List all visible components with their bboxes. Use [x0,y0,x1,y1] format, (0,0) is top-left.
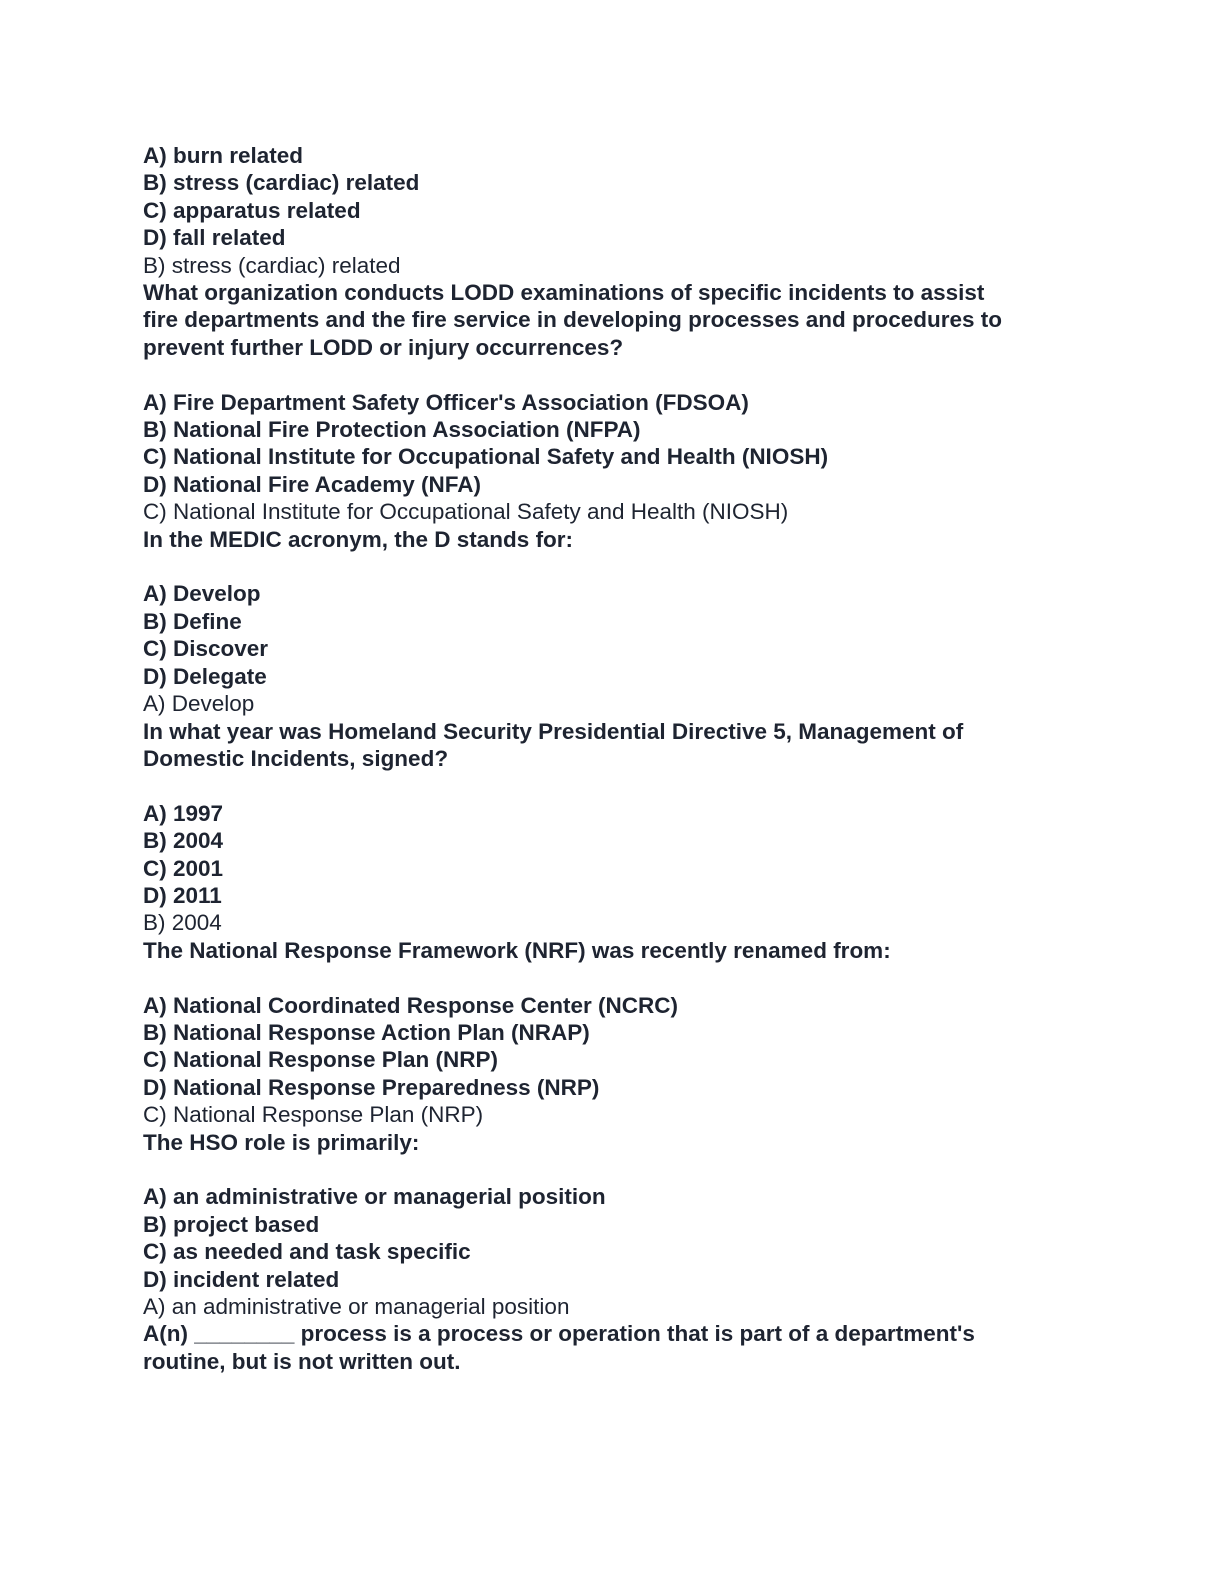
question-text: The HSO role is primarily: [143,1129,420,1155]
option-c: C) apparatus related [143,197,361,223]
option-c: C) National Response Plan (NRP) [143,1047,499,1073]
answer: C) National Institute for Occupational Safety and Health (NIOSH) [143,499,789,525]
option-a: A) Develop [143,581,261,607]
spacer [143,964,1103,991]
option-d: D) Delegate [143,663,267,689]
option-d: D) National Response Preparedness (NRP) [143,1074,600,1100]
option-c: C) National Institute for Occupational Safety and Health (NIOSH) [143,444,829,470]
option-b: B) National Response Action Plan (NRAP) [143,1019,590,1045]
answer: A) an administrative or managerial position [143,1293,570,1319]
question-block-7 [143,1320,1103,1375]
option-d: D) 2011 [143,882,222,908]
question-block-3 [143,526,1103,718]
option-b: B) stress (cardiac) related [143,170,420,196]
option-a: A) burn related [143,143,304,168]
option-c: C) Discover [143,636,269,662]
question-text: A(n) ________ process is a process or operation that is part of a department's [143,1321,975,1347]
question-text: fire departments and the fire service in developing processes and procedures to [143,307,1003,333]
option-d: D) incident related [143,1266,340,1292]
spacer [143,772,1103,799]
option-a: A) National Coordinated Response Center (NCRC) [143,992,679,1018]
question-text: In what year was Homeland Security Presidential Directive 5, Management of [143,718,964,744]
question-block-4 [143,718,1103,937]
question-text: Domestic Incidents, signed? [143,745,449,771]
option-a: A) an administrative or managerial position [143,1184,606,1210]
option-b: B) National Fire Protection Association (NFPA) [143,417,641,443]
question-text: What organization conducts LODD examinations of specific incidents to assist [143,280,985,306]
answer: A) Develop [143,691,255,717]
answer: B) 2004 [143,910,222,936]
answer: B) stress (cardiac) related [143,252,401,278]
question-text: prevent further LODD or injury occurrences? [143,334,624,360]
option-a: A) Fire Department Safety Officer's Association (FDSOA) [143,389,749,415]
question-block-1 [143,142,1103,279]
spacer [143,1156,1103,1183]
question-block-5 [143,937,1103,1129]
question-text: In the MEDIC acronym, the D stands for: [143,526,574,552]
option-b: B) Define [143,608,242,634]
option-b: B) project based [143,1211,320,1237]
option-c: C) 2001 [143,855,224,881]
question-block-6 [143,1129,1103,1321]
answer: C) National Response Plan (NRP) [143,1102,484,1128]
option-d: D) fall related [143,225,286,251]
option-b: B) 2004 [143,828,224,854]
document-page [143,142,1103,1375]
question-text: The National Response Framework (NRF) was recently renamed from: [143,937,891,963]
option-a: A) 1997 [143,800,224,826]
spacer [143,553,1103,580]
option-c: C) as needed and task specific [143,1239,471,1265]
question-block-2 [143,279,1103,526]
question-text: routine, but is not written out. [143,1348,461,1374]
spacer [143,361,1103,388]
option-d: D) National Fire Academy (NFA) [143,471,481,497]
